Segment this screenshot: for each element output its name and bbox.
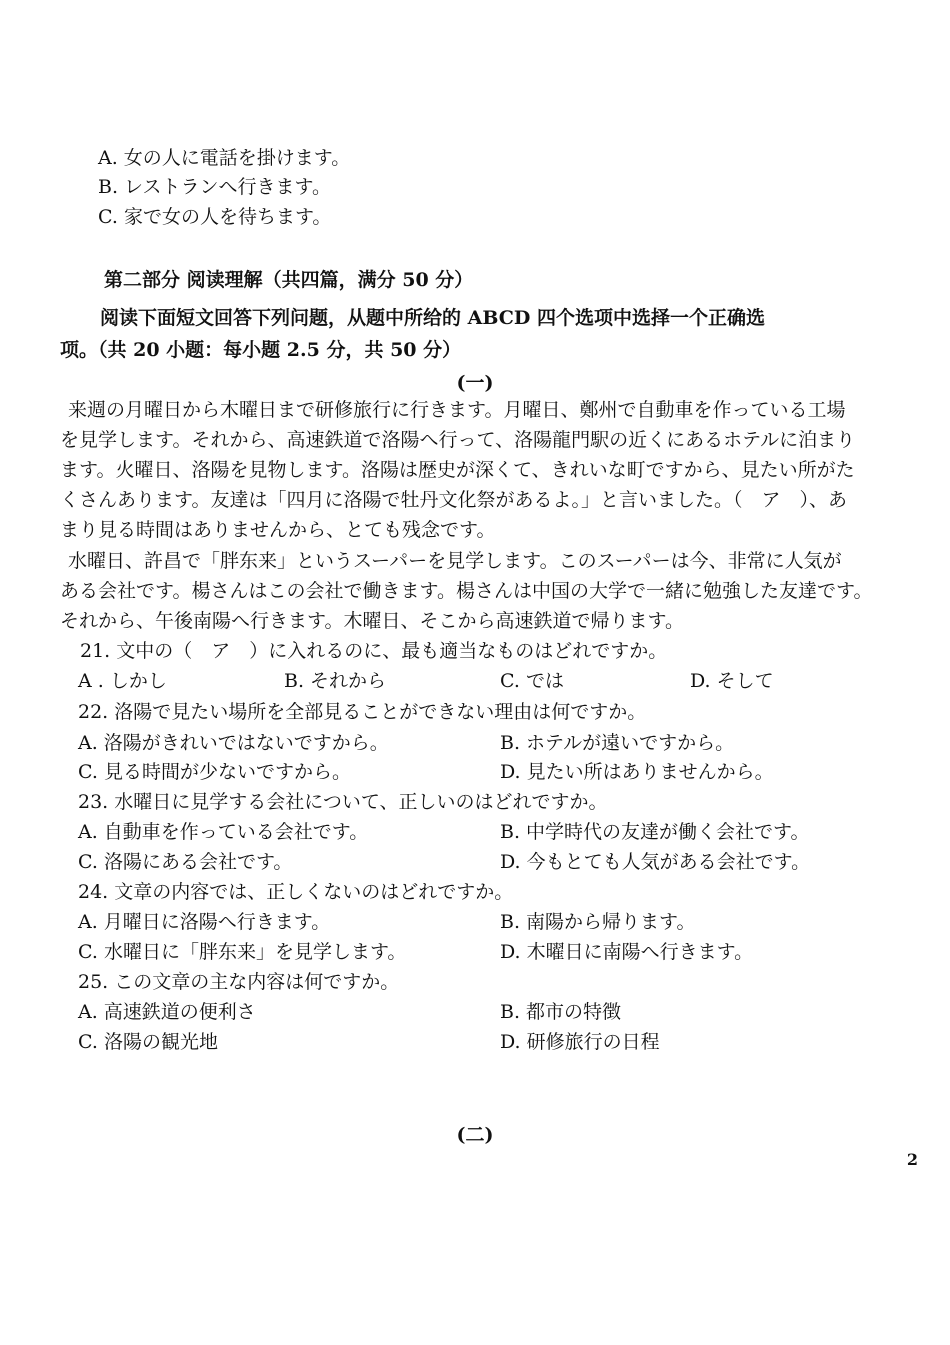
passage-1-heading: (一) xyxy=(456,372,494,394)
question-25-option-a: A. 高速鉄道の便利さ xyxy=(78,1001,256,1023)
question-25-option-d: D. 研修旅行の日程 xyxy=(500,1031,660,1053)
passage-1-line: 水曜日、許昌で「胖东来」というスーパーを見学します。このスーパーは今、非常に人気が xyxy=(68,550,842,572)
passage-1-line: を見学します。それから、高速鉄道で洛陽へ行って、洛陽龍門駅の近くにあるホテルに泊まり xyxy=(60,429,856,451)
question-25-option-b: B. 都市の特徴 xyxy=(500,1001,622,1023)
question-21-option-d: D. そして xyxy=(690,670,774,692)
passage-1-line: まり見る時間はありませんから、とても残念です。 xyxy=(60,519,496,541)
question-24-option-b: B. 南陽から帰ります。 xyxy=(500,911,696,933)
page-number: 2 xyxy=(906,1150,918,1169)
passage-1-line: ます。火曜日、洛陽を見物します。洛陽は歴史が深くて、きれいな町ですから、見たい所がた xyxy=(60,459,855,481)
question-21-stem: 21. 文中の（ ア ）に入れるのに、最も適当なものはどれですか。 xyxy=(80,640,668,662)
passage-1-line: ある会社です。楊さんはこの会社で働きます。楊さんは中国の大学で一緒に勉強した友達です。 xyxy=(60,580,873,602)
question-22-option-c: C. 見る時間が少ないですから。 xyxy=(78,761,351,783)
section-instruction-line2: 项。（共 20 小题：每小题 2.5 分，共 50 分） xyxy=(60,339,462,361)
prev-option-c: C. 家で女の人を待ちます。 xyxy=(98,206,332,228)
question-22-stem: 22. 洛陽で見たい場所を全部見ることができない理由は何ですか。 xyxy=(78,701,647,723)
question-22-option-d: D. 見たい所はありませんから。 xyxy=(500,761,774,783)
question-23-stem: 23. 水曜日に見学する会社について、正しいのはどれですか。 xyxy=(78,791,608,813)
question-24-option-a: A. 月曜日に洛陽へ行きます。 xyxy=(78,911,331,933)
passage-2-heading: (二) xyxy=(456,1124,494,1146)
question-21-option-b: B. それから xyxy=(284,670,387,692)
passage-1-line: 来週の月曜日から木曜日まで研修旅行に行きます。月曜日、鄭州で自動車を作っている工場 xyxy=(68,399,846,421)
passage-1-line: くさんあります。友達は「四月に洛陽で牡丹文化祭があるよ。」と言いました。（ ア ）、あ xyxy=(60,489,847,511)
passage-1-line: それから、午後南陽へ行きます。木曜日、そこから高速鉄道で帰ります。 xyxy=(60,610,684,632)
question-23-option-a: A. 自動車を作っている会社です。 xyxy=(78,821,369,843)
question-23-option-b: B. 中学時代の友達が働く会社です。 xyxy=(500,821,810,843)
question-24-option-c: C. 水曜日に「胖东来」を見学します。 xyxy=(78,941,407,963)
question-24-stem: 24. 文章の内容では、正しくないのはどれですか。 xyxy=(78,881,514,903)
question-24-option-d: D. 木曜日に南陽へ行きます。 xyxy=(500,941,754,963)
question-25-option-c: C. 洛陽の観光地 xyxy=(78,1031,218,1053)
question-23-option-d: D. 今もとても人気がある会社です。 xyxy=(500,851,811,873)
section-title: 第二部分 阅读理解（共四篇，满分 50 分） xyxy=(104,269,474,291)
question-22-option-a: A. 洛陽がきれいではないですから。 xyxy=(78,732,389,754)
prev-option-a: A. 女の人に電話を掛けます。 xyxy=(98,147,351,169)
question-22-option-b: B. ホテルが遠いですから。 xyxy=(500,732,735,754)
question-21-option-a: A . しかし xyxy=(78,670,167,692)
question-21-option-c: C. では xyxy=(500,670,564,692)
question-23-option-c: C. 洛陽にある会社です。 xyxy=(78,851,293,873)
section-instruction-line1: 阅读下面短文回答下列问题，从题中所给的 ABCD 四个选项中选择一个正确选 xyxy=(100,307,765,329)
prev-option-b: B. レストランへ行きます。 xyxy=(98,176,331,198)
question-25-stem: 25. この文章の主な内容は何ですか。 xyxy=(78,971,400,993)
